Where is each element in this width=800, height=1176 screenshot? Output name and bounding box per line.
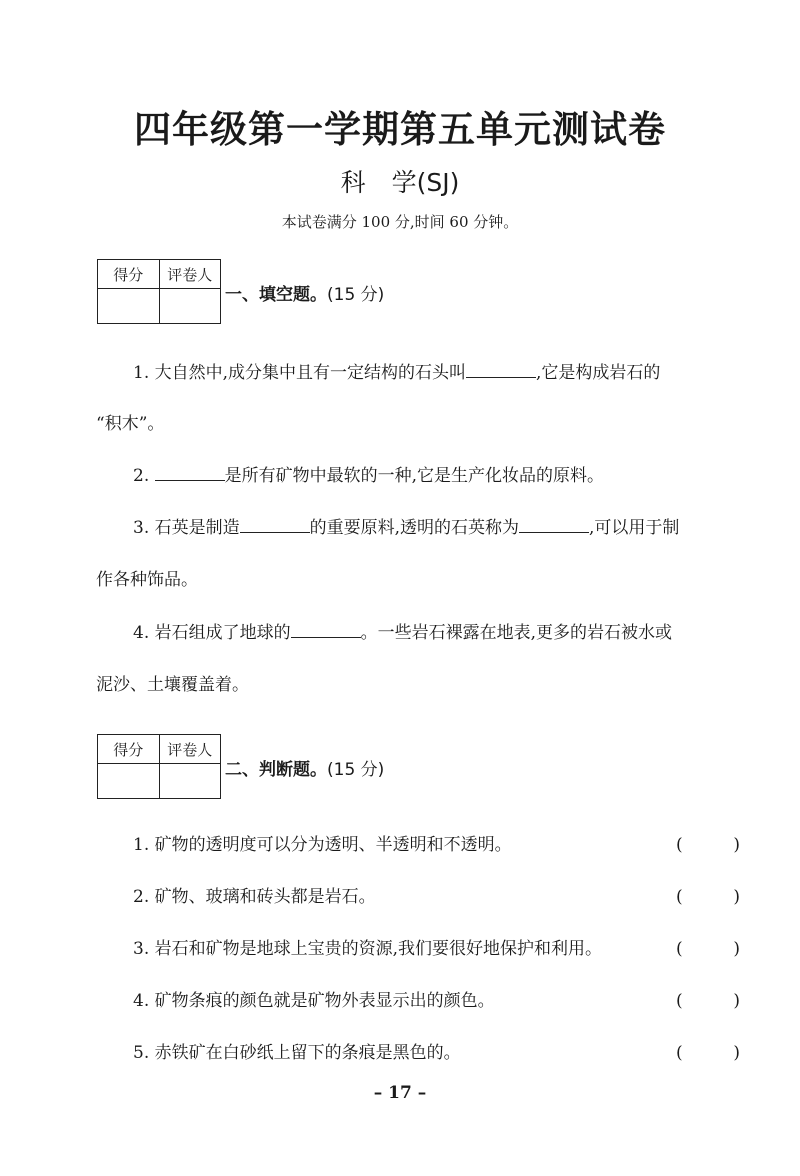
page-number: – 17 – xyxy=(373,1083,427,1103)
fill-question-1-continued: “积木”。 xyxy=(96,414,165,434)
section2-heading xyxy=(225,760,384,780)
judge-question-2: 2. 矿物、玻璃和砖头都是岩石。 xyxy=(133,887,376,907)
q3-text-middle: 的重要原料,透明的石英称为 xyxy=(309,518,520,538)
fill-question-1 xyxy=(133,363,740,383)
answer-blank[interactable] xyxy=(291,623,361,638)
paren-open: ( xyxy=(676,1043,683,1063)
fill-question-3 xyxy=(133,518,740,538)
grader-label: 评卷人 xyxy=(159,260,221,289)
q3-text-before: 3. 石英是制造 xyxy=(133,518,240,538)
fill-question-4 xyxy=(133,623,740,643)
subject-rest: 学(SJ) xyxy=(391,168,460,197)
answer-blank[interactable] xyxy=(466,363,536,378)
q1-text-after: ,它是构成岩石的 xyxy=(536,363,661,383)
judge-question-3: 3. 岩石和矿物是地球上宝贵的资源,我们要很好地保护和利用。 xyxy=(133,939,603,959)
section2-points: (15 分) xyxy=(327,760,385,780)
exam-title: 四年级第一学期第五单元测试卷 xyxy=(134,108,666,151)
paren-open: ( xyxy=(676,835,683,855)
score-cell xyxy=(98,764,160,799)
paren-open: ( xyxy=(676,887,683,907)
score-box-section2 xyxy=(97,734,221,799)
paren-open: ( xyxy=(676,939,683,959)
answer-blank[interactable] xyxy=(155,466,225,481)
q1-text-before: 1. 大自然中,成分集中且有一定结构的石头叫 xyxy=(133,363,467,383)
q2-text-after: 是所有矿物中最软的一种,它是生产化妆品的原料。 xyxy=(224,466,605,486)
grader-cell xyxy=(159,289,221,324)
answer-parentheses[interactable] xyxy=(676,939,740,959)
score-label: 得分 xyxy=(98,260,160,289)
exam-note: 本试卷满分 100 分,时间 60 分钟。 xyxy=(281,213,519,231)
q2-number: 2. xyxy=(133,466,150,486)
section2-title: 二、判断题。 xyxy=(225,760,327,780)
q3-text-after: ,可以用于制 xyxy=(589,518,680,538)
answer-parentheses[interactable] xyxy=(676,835,740,855)
paren-close: ) xyxy=(733,835,740,855)
subject-char: 科 xyxy=(340,168,366,197)
score-box-section1 xyxy=(97,259,221,324)
paren-close: ) xyxy=(733,991,740,1011)
section1-title: 一、填空题。 xyxy=(225,285,327,305)
judge-question-1: 1. 矿物的透明度可以分为透明、半透明和不透明。 xyxy=(133,835,512,855)
q4-text-after: 。一些岩石裸露在地表,更多的岩石被水或 xyxy=(360,623,673,643)
section1-points: (15 分) xyxy=(327,285,385,305)
grader-label: 评卷人 xyxy=(159,735,221,764)
q4-text-before: 4. 岩石组成了地球的 xyxy=(133,623,291,643)
answer-parentheses[interactable] xyxy=(676,887,740,907)
subject-title xyxy=(0,168,800,198)
grader-cell xyxy=(159,764,221,799)
score-label: 得分 xyxy=(98,735,160,764)
answer-parentheses[interactable] xyxy=(676,1043,740,1063)
paren-open: ( xyxy=(676,991,683,1011)
section1-heading xyxy=(225,285,384,305)
paren-close: ) xyxy=(733,939,740,959)
answer-parentheses[interactable] xyxy=(676,991,740,1011)
answer-blank[interactable] xyxy=(519,518,589,533)
paren-close: ) xyxy=(733,887,740,907)
score-cell xyxy=(98,289,160,324)
fill-question-2 xyxy=(133,466,740,486)
answer-blank[interactable] xyxy=(240,518,310,533)
fill-question-3-continued: 作各种饰品。 xyxy=(96,570,198,590)
paren-close: ) xyxy=(733,1043,740,1063)
judge-question-5: 5. 赤铁矿在白砂纸上留下的条痕是黑色的。 xyxy=(133,1043,461,1063)
judge-question-4: 4. 矿物条痕的颜色就是矿物外表显示出的颜色。 xyxy=(133,991,495,1011)
fill-question-4-continued: 泥沙、土壤覆盖着。 xyxy=(96,675,249,695)
